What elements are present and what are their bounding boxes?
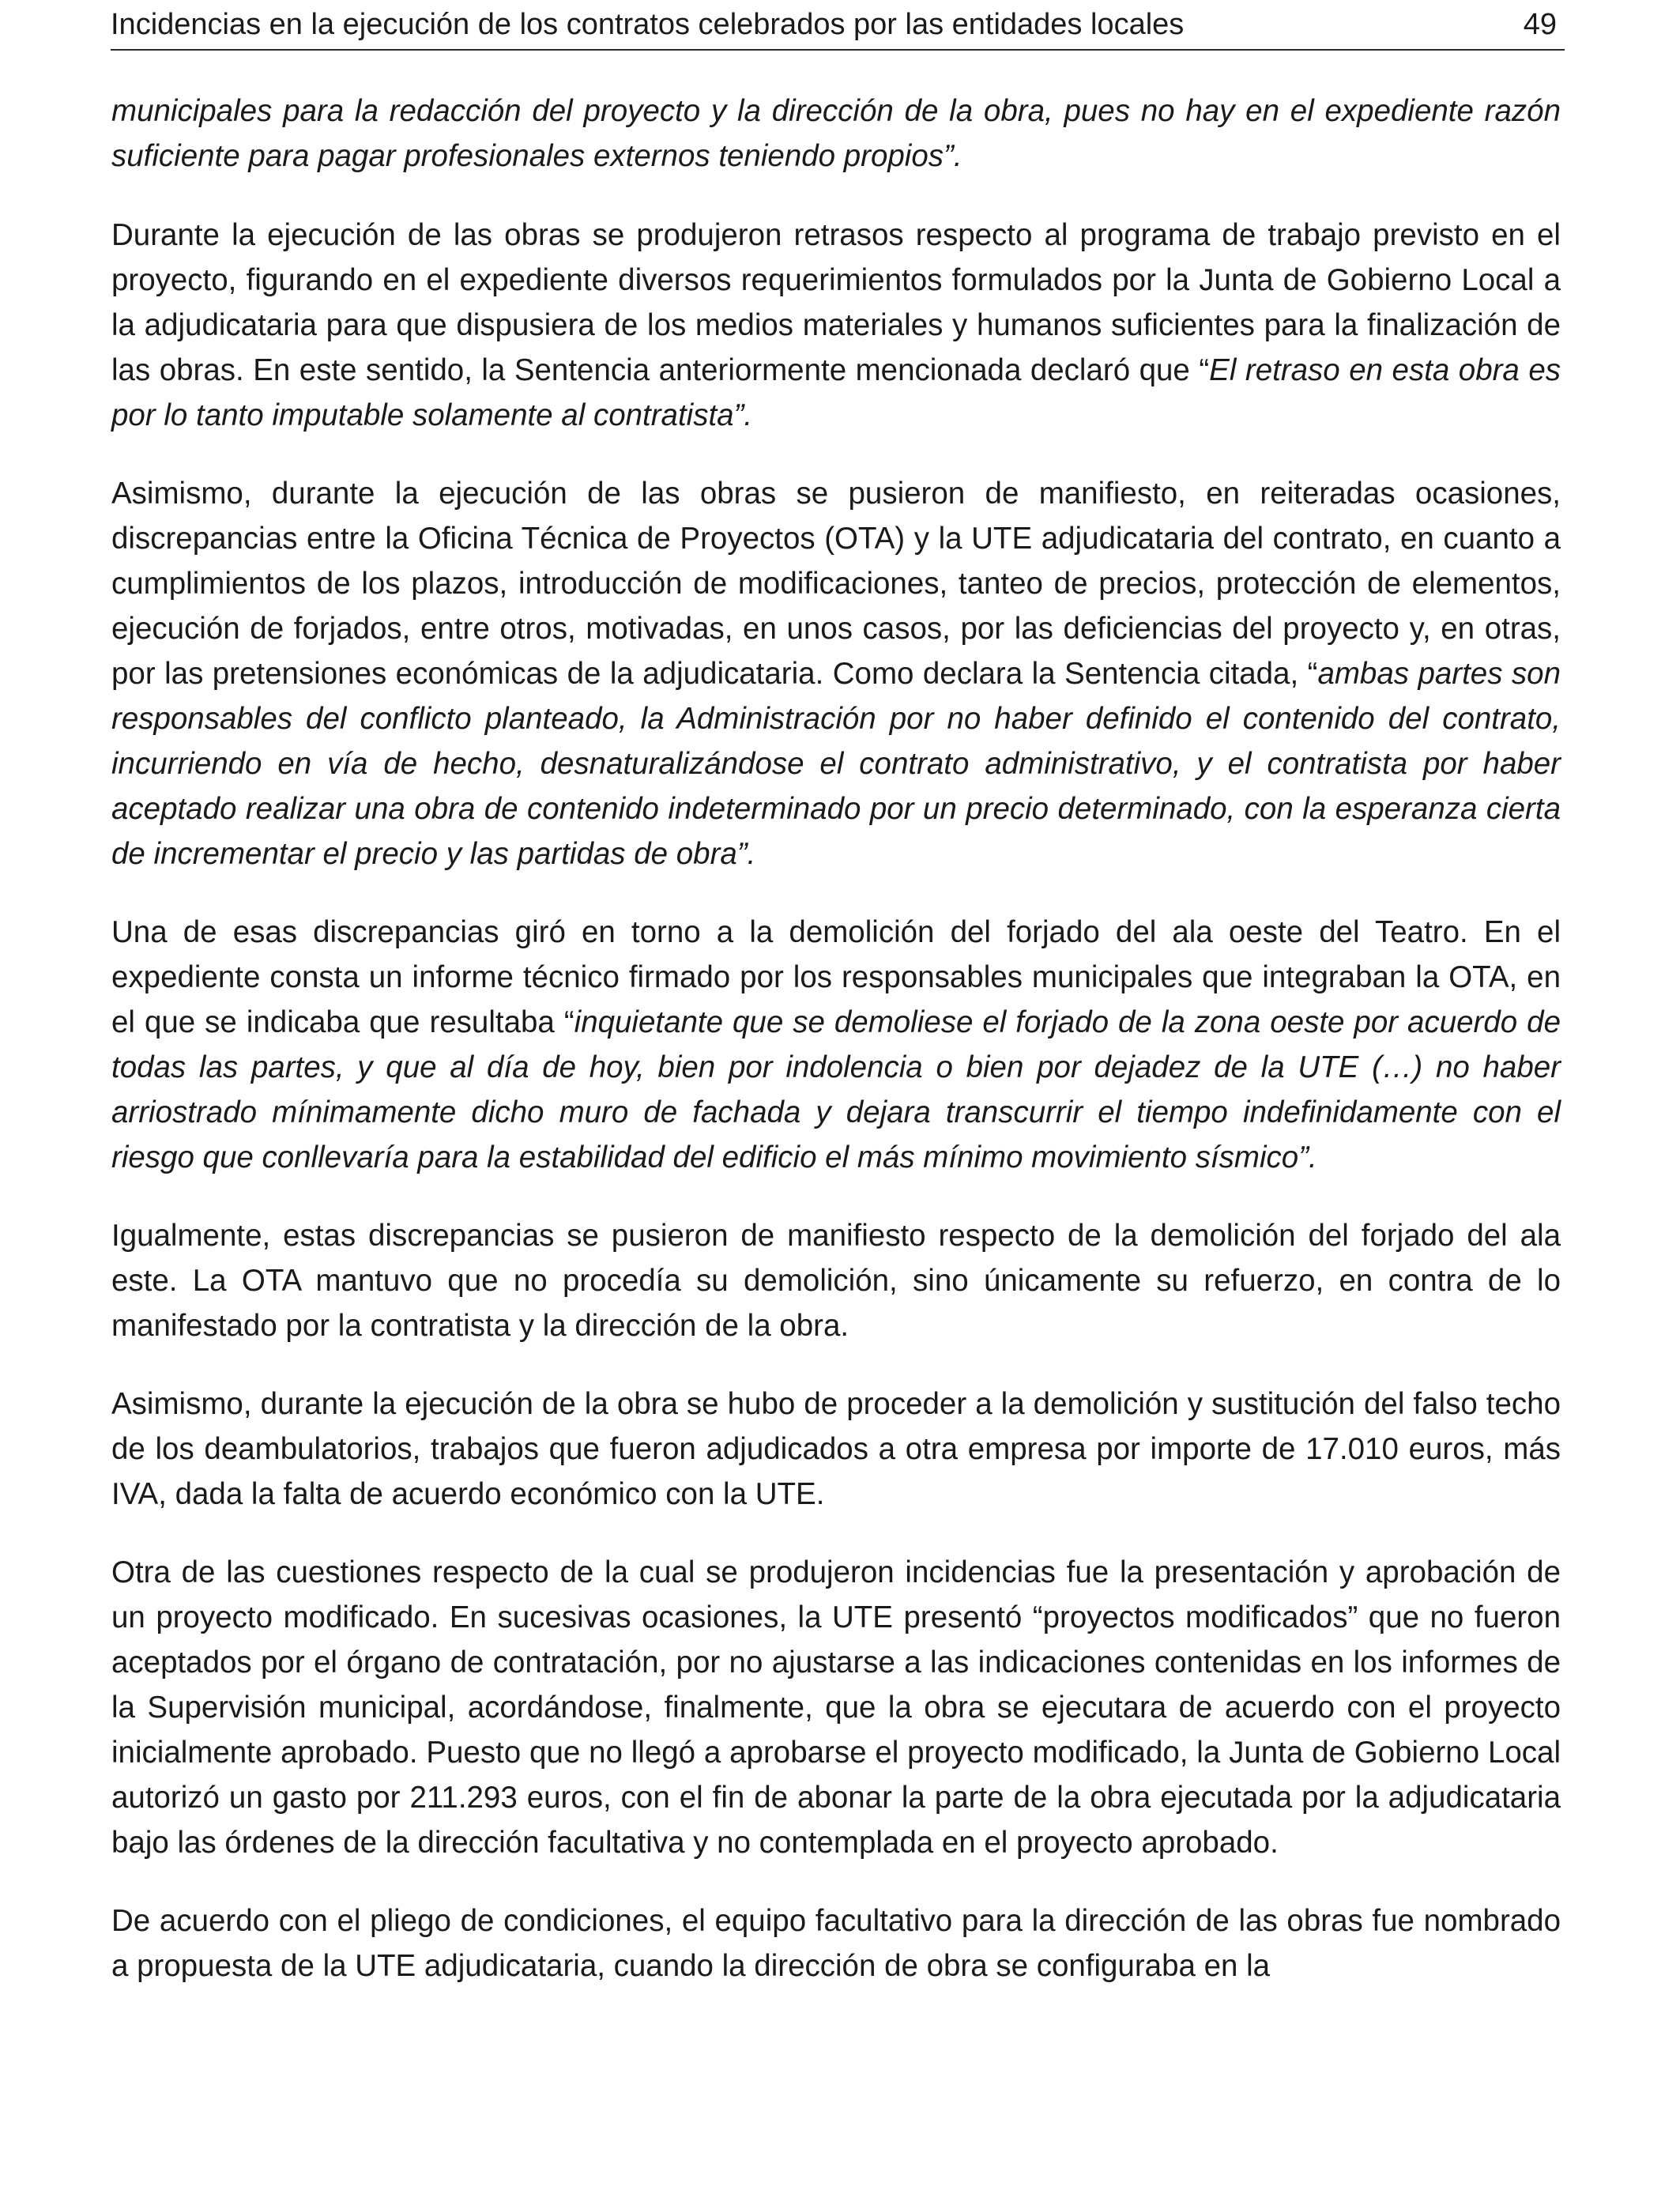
page-number: 49 [1523, 8, 1557, 41]
quoted-text: municipales para la redacción del proyecto y la dirección de la obra, pues no hay en el expediente razón suficiente para pagar profesionales externos teniendo propios”. [111, 94, 1561, 173]
quoted-text: El retraso en esta obra es por lo tanto imputable solamente al contratista”. [111, 353, 1561, 432]
running-header-title: Incidencias en la ejecución de los contratos celebrados por las entidades locales [111, 8, 1185, 41]
running-header [111, 6, 1565, 51]
paragraph [111, 1213, 1561, 1348]
paragraph-text: Igualmente, estas discrepancias se pusieron de manifiesto respecto de la demolición del forjado del ala este. La OTA mantuvo que no procedía su demolición, sino únicamente su refuerzo, en contra de lo manifestado por la contratista y la dirección de la obra. [111, 1219, 1561, 1343]
paragraph [111, 1550, 1561, 1865]
paragraph [111, 1382, 1561, 1517]
paragraph [111, 89, 1561, 179]
paragraph-text: Una de esas discrepancias giró en torno a la demolición del forjado del ala oeste del Teatro. En el expediente consta un informe técnico firmado por los responsables municipales que integraban la OTA, en el que se indicaba que resultaba “ [111, 915, 1561, 1039]
body-text [111, 89, 1561, 1989]
paragraph [111, 213, 1561, 438]
paragraph-text: Durante la ejecución de las obras se produjeron retrasos respecto al programa de trabajo previsto en el proyecto, figurando en el expediente diversos requerimientos formulados por la Junta de Gobierno Local a la adjudicataria para que dispusiera de los medios materiales y humanos suficientes para la finalización de las obras. En este sentido, la Sentencia anteriormente mencionada declaró que “ [111, 218, 1561, 387]
paragraph-text: Asimismo, durante la ejecución de la obra se hubo de proceder a la demolición y sustitución del falso techo de los deambulatorios, trabajos que fueron adjudicados a otra empresa por importe de 17.010 euros, más IVA, dada la falta de acuerdo económico con la UTE. [111, 1387, 1561, 1511]
quoted-text: inquietante que se demoliese el forjado de la zona oeste por acuerdo de todas las partes, y que al día de hoy, bien por indolencia o bien por dejadez de la UTE (…) no haber arriostrado mínimamente dicho muro de fachada y dejara transcurrir el tiempo indefinidamente con el riesgo que conllevaría para la estabilidad del edificio el más mínimo movimiento sísmico”. [111, 1005, 1561, 1174]
paragraph-text: Asimismo, durante la ejecución de las obras se pusieron de manifiesto, en reiteradas ocasiones, discrepancias entre la Oficina Técnica de Proyectos (OTA) y la UTE adjudicataria del contrato, en cuanto a cumplimientos de los plazos, introducción de modificaciones, tanteo de precios, protección de elementos, ejecución de forjados, entre otros, motivadas, en unos casos, por las deficiencias del proyecto y, en otras, por las pretensiones económicas de la adjudicataria. Como declara la Sentencia citada, “ [111, 477, 1561, 691]
paragraph-text: Otra de las cuestiones respecto de la cual se produjeron incidencias fue la presentación y aprobación de un proyecto modificado. En sucesivas ocasiones, la UTE presentó “proyectos modificados” que no fueron aceptados por el órgano de contratación, por no ajustarse a las indicaciones contenidas en los informes de la Supervisión municipal, acordándose, finalmente, que la obra se ejecutara de acuerdo con el proyecto inicialmente aprobado. Puesto que no llegó a aprobarse el proyecto modificado, la Junta de Gobierno Local autorizó un gasto por 211.293 euros, con el fin de abonar la parte de la obra ejecutada por la adjudicataria bajo las órdenes de la dirección facultativa y no contemplada en el proyecto aprobado. [111, 1555, 1561, 1860]
paragraph [111, 910, 1561, 1180]
quoted-text: ambas partes son responsables del conflicto planteado, la Administración por no haber definido el contenido del contrato, incurriendo en vía de hecho, desnaturalizándose el contrato administrativo, y el contratista por haber aceptado realizar una obra de contenido indeterminado por un precio determinado, con la esperanza cierta de incrementar el precio y las partidas de obra”. [111, 657, 1561, 871]
paragraph [111, 1898, 1561, 1989]
paragraph-text: De acuerdo con el pliego de condiciones, el equipo facultativo para la dirección de las obras fue nombrado a propuesta de la UTE adjudicataria, cuando la dirección de obra se configuraba en la [111, 1904, 1561, 1983]
paragraph [111, 471, 1561, 876]
